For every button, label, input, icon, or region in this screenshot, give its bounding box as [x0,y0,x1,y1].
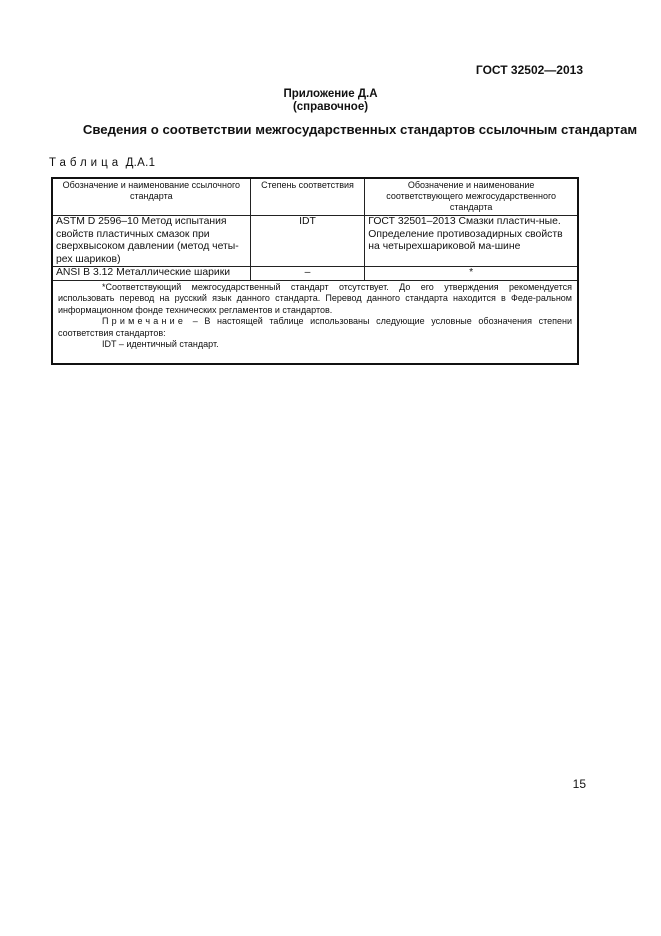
table-row [52,267,578,281]
table-header-row [52,178,578,216]
page-number: 15 [572,777,586,791]
note-label: Примечание [102,316,187,326]
note-text: – В настоящей таблице использованы следующие условные обозначения степени соответствия стандартов: [58,316,572,338]
degree-cell: – [250,267,365,281]
column-header-reference: Обозначение и наименование ссылочного стандарта [52,178,250,216]
column-header-interstate: Обозначение и наименование соответствующего межгосударственного стандарта [365,178,578,216]
table-note [58,316,572,339]
table-row [52,216,578,267]
table-caption-number: Д.А.1 [125,157,156,169]
reference-standard-cell: ANSI B 3.12 Металлические шарики [52,267,250,281]
idt-legend: IDT – идентичный стандарт. [102,339,219,349]
appendix-heading [0,88,661,114]
reference-standard-cell: ASTM D 2596–10 Метод испытания свойств пластичных смазок при сверхвысоком давлении (метод четы-рех шариков) [52,216,250,267]
interstate-standard-cell: ГОСТ 32501–2013 Смазки пластич-ные. Определение противозадирных свойств на четырехшариковой ма-шине [365,216,578,267]
standards-table [51,177,579,365]
table-caption [49,157,155,169]
notes-row [52,280,578,364]
footnote: *Соответствующий межгосударственный стандарт отсутствует. До его утверждения рекомендуется использовать перевод на русский язык данного стандарта. Перевод данного стандарта находится в Феде-ральном информационном фонде технических регламентов и стандартов. [58,281,572,315]
appendix-subtitle: (справочное) [292,101,369,113]
interstate-standard-cell: * [365,267,578,281]
column-header-degree: Степень соответствия [250,178,365,216]
table-caption-word: Таблица [49,157,123,169]
page-title: Сведения о соответствии межгосударственных стандартов ссылочным стандартам [82,122,638,137]
degree-cell: IDT [250,216,365,267]
table-notes [52,280,578,364]
appendix-title: Приложение Д.А [283,88,378,100]
document-code: ГОСТ 32502—2013 [475,63,583,77]
